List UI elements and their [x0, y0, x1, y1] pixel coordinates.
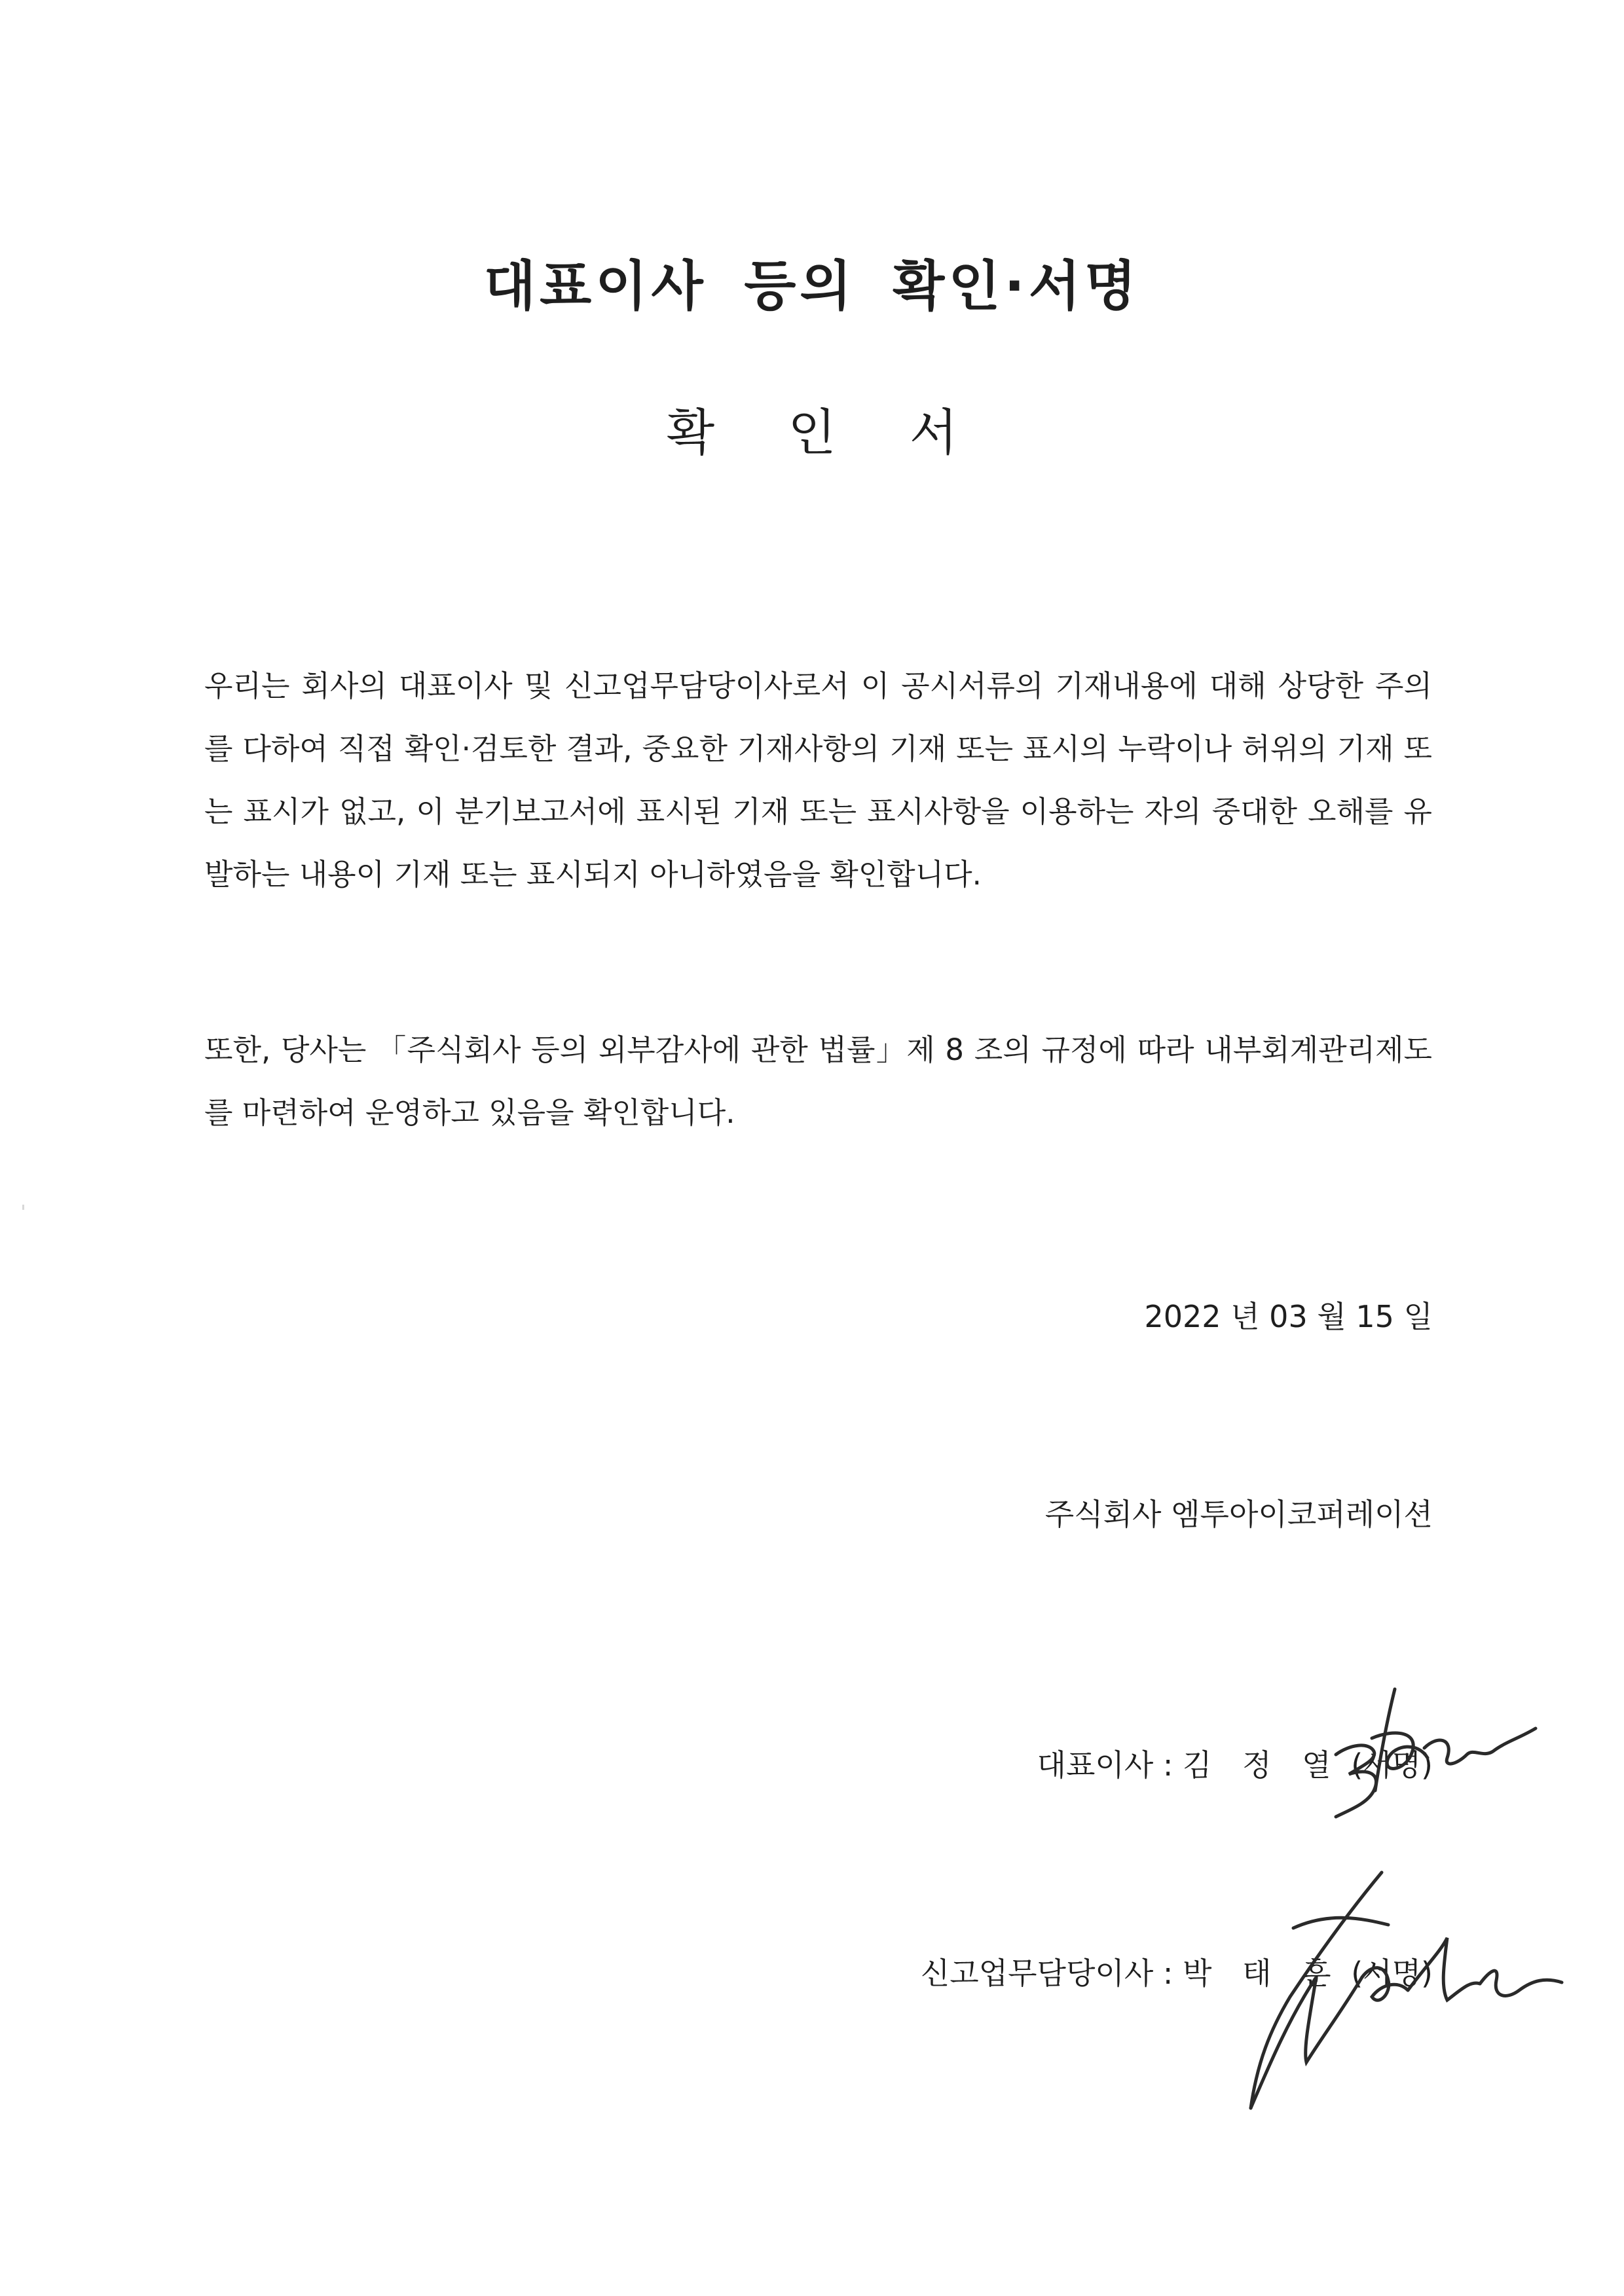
company-name: 주식회사 엠투아이코퍼레이션 [1044, 1497, 1433, 1532]
ceo-role-label: 대표이사 : [1037, 1747, 1183, 1783]
reporting-officer-name: 박 태 훈 [1183, 1956, 1342, 1991]
reporting-officer-role-label: 신고업무담당이사 : [920, 1956, 1183, 1991]
ceo-name: 김 정 열 [1183, 1747, 1342, 1783]
ceo-signature-line [1037, 1741, 1433, 1785]
reporting-officer-signature-line [921, 1950, 1433, 1993]
reporting-officer-sign-mark: (서명) [1341, 1956, 1433, 1991]
document-subtitle: 확 인 서 [666, 403, 987, 462]
document-date: 2022 년 03 월 15 일 [1144, 1299, 1433, 1334]
document-title: 대표이사 등의 확인·서명 [483, 255, 1141, 318]
scan-edge-mark [22, 1205, 24, 1210]
internal-control-paragraph: 또한, 당사는 「주식회사 등의 외부감사에 관한 법률」제 8 조의 규정에 따라 내부회계관리제도를 마련하여 운영하고 있음을 확인합니다. [204, 1032, 1432, 1130]
ceo-sign-mark: (서명) [1341, 1747, 1433, 1783]
confirmation-paragraph: 우리는 회사의 대표이사 및 신고업무담당이사로서 이 공시서류의 기재내용에 대해 상당한 주의를 다하여 직접 확인·검토한 결과, 중요한 기재사항의 기재 또는 표시의 누락이나 허위의 기재 또는 표시가 없고, 이 분기보고서에 표시된 기재 또는 표시사항을 이용하는 자의 중대한 오해를 유발하는 내용이 기재 또는 표시되지 아니하였음을 확인합니다. [204, 668, 1432, 892]
